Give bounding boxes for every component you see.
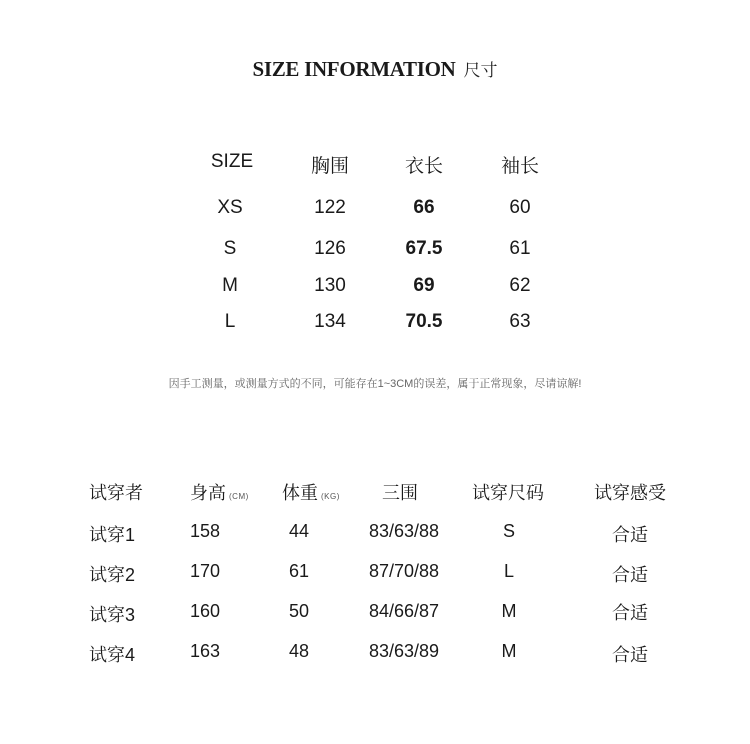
height-header: 身高 (CM): [190, 483, 249, 503]
tryon-size-value: M: [501, 641, 517, 661]
sleeve-value: 60: [509, 197, 531, 218]
sleeve-header: 袖长: [500, 156, 540, 177]
fit-feeling-value: 合适: [612, 603, 648, 623]
size-label: XS: [217, 197, 243, 218]
weight-value: 44: [288, 521, 310, 541]
length-header: 衣长: [404, 156, 444, 177]
weight-header: 体重 (KG): [282, 483, 340, 503]
fit-feeling-header: 试穿感受: [594, 483, 666, 503]
chest-value: 130: [314, 275, 346, 296]
height-value: 170: [190, 561, 221, 581]
chest-value: 134: [314, 311, 346, 332]
size-label: S: [223, 238, 237, 259]
sleeve-value: 61: [509, 238, 531, 259]
weight-value: 61: [288, 561, 310, 581]
chest-value: 122: [314, 197, 346, 218]
measurements-value: 83/63/88: [368, 521, 440, 541]
tester-header: 试穿者: [89, 483, 143, 503]
measurements-value: 84/66/87: [368, 601, 440, 621]
length-value: 67.5: [405, 238, 443, 259]
height-unit: (CM): [229, 492, 249, 501]
page-title: [0, 56, 750, 82]
measurements-value: 83/63/89: [368, 641, 440, 661]
height-value: 160: [190, 601, 221, 621]
tryon-size-value: S: [502, 521, 516, 541]
height-value: 158: [190, 521, 221, 541]
title-chinese: 尺寸: [463, 61, 498, 80]
fit-feeling-value: 合适: [612, 645, 648, 665]
measurements-value: 87/70/88: [368, 561, 440, 581]
weight-unit: (KG): [321, 492, 340, 501]
fit-feeling-value: 合适: [612, 565, 648, 585]
size-header: SIZE: [210, 151, 254, 172]
tester-name: 试穿4: [89, 645, 136, 665]
chest-value: 126: [314, 238, 346, 259]
title-english: SIZE INFORMATION: [252, 57, 456, 81]
measurement-note: 因手工测量，或测量方式的不同，可能存在1~3CM的误差，属于正常现象，尽请谅解!: [168, 378, 582, 390]
sleeve-value: 62: [509, 275, 531, 296]
length-value: 70.5: [405, 311, 443, 332]
tryon-size-value: L: [503, 561, 515, 581]
weight-value: 48: [288, 641, 310, 661]
tester-name: 试穿3: [89, 605, 136, 625]
tryon-size-value: M: [501, 601, 517, 621]
tester-name: 试穿2: [89, 565, 136, 585]
sleeve-value: 63: [509, 311, 531, 332]
measurements-header: 三围: [382, 483, 418, 503]
size-label: L: [224, 311, 236, 332]
length-value: 66: [413, 197, 435, 218]
weight-value: 50: [288, 601, 310, 621]
height-value: 163: [190, 641, 221, 661]
length-value: 69: [413, 275, 435, 296]
tryon-size-header: 试穿尺码: [472, 483, 544, 503]
size-label: M: [222, 275, 238, 296]
tester-name: 试穿1: [89, 525, 136, 545]
chest-header: 胸围: [310, 156, 350, 177]
fit-feeling-value: 合适: [612, 525, 648, 545]
